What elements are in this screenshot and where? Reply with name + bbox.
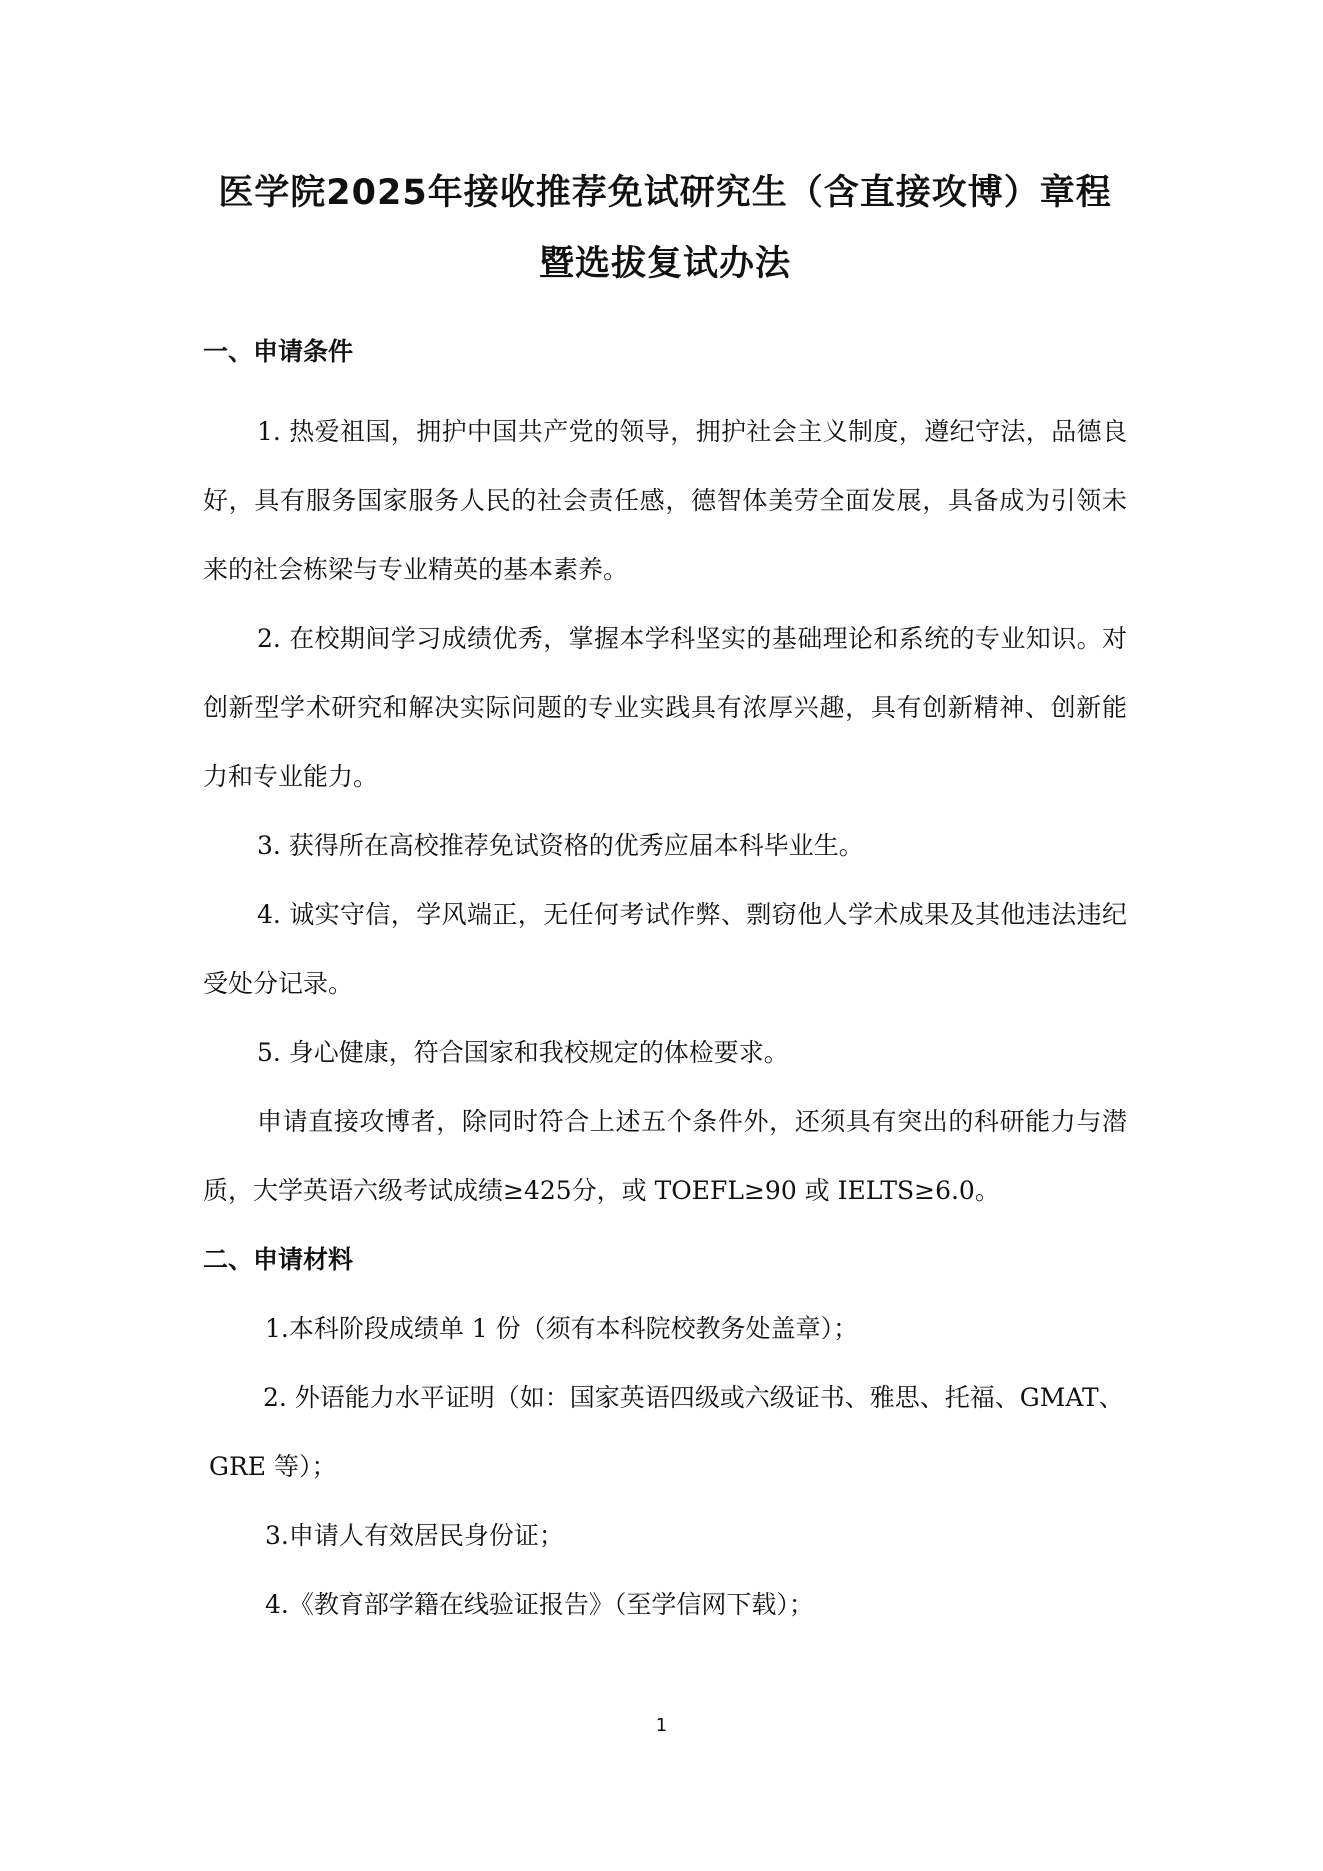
material-item: 4.《教育部学籍在线验证报告》（至学信网下载）； — [265, 1590, 814, 1619]
material-item: 3.申请人有效居民身份证； — [265, 1521, 564, 1550]
section-heading-application-materials: 二、申请材料 — [203, 1245, 354, 1274]
section-heading-application-conditions: 一、申请条件 — [203, 337, 354, 366]
material-item: 2. 外语能力水平证明（如：国家英语四级或六级证书、雅思、托福、GMAT、 — [263, 1383, 1124, 1412]
material-item-continuation: GRE 等）； — [209, 1452, 337, 1481]
material-item: 1.本科阶段成绩单 1 份（须有本科院校教务处盖章）； — [265, 1314, 859, 1343]
condition-paragraph: 3. 获得所在高校推荐免试资格的优秀应届本科毕业生。 — [257, 831, 864, 860]
condition-paragraph: 4. 诚实守信，学风端正，无任何考试作弊、剽窃他人学术成果及其他违法违纪受处分记录。 — [203, 900, 1127, 999]
direct-phd-requirement-paragraph: 申请直接攻博者，除同时符合上述五个条件外，还须具有突出的科研能力与潜质，大学英语六级考试成绩≥425分，或 TOEFL≥90 或 IELTS≥6.0。 — [203, 1107, 1127, 1206]
condition-paragraph: 2. 在校期间学习成绩优秀，掌握本学科坚实的基础理论和系统的专业知识。对创新型学术研究和解决实际问题的专业实践具有浓厚兴趣，具有创新精神、创新能力和专业能力。 — [203, 624, 1127, 792]
document-title-line-2: 暨选拔复试办法 — [538, 244, 791, 284]
condition-paragraph: 1. 热爱祖国，拥护中国共产党的领导，拥护社会主义制度，遵纪守法，品德良好，具有服务国家服务人民的社会责任感，德智体美劳全面发展，具备成为引领未来的社会栋梁与专业精英的基本素养。 — [203, 417, 1127, 585]
page-number: 1 — [655, 1715, 668, 1736]
condition-paragraph: 5. 身心健康，符合国家和我校规定的体检要求。 — [257, 1038, 789, 1067]
document-title-line-1: 医学院2025年接收推荐免试研究生（含直接攻博）章程 — [218, 173, 1112, 213]
